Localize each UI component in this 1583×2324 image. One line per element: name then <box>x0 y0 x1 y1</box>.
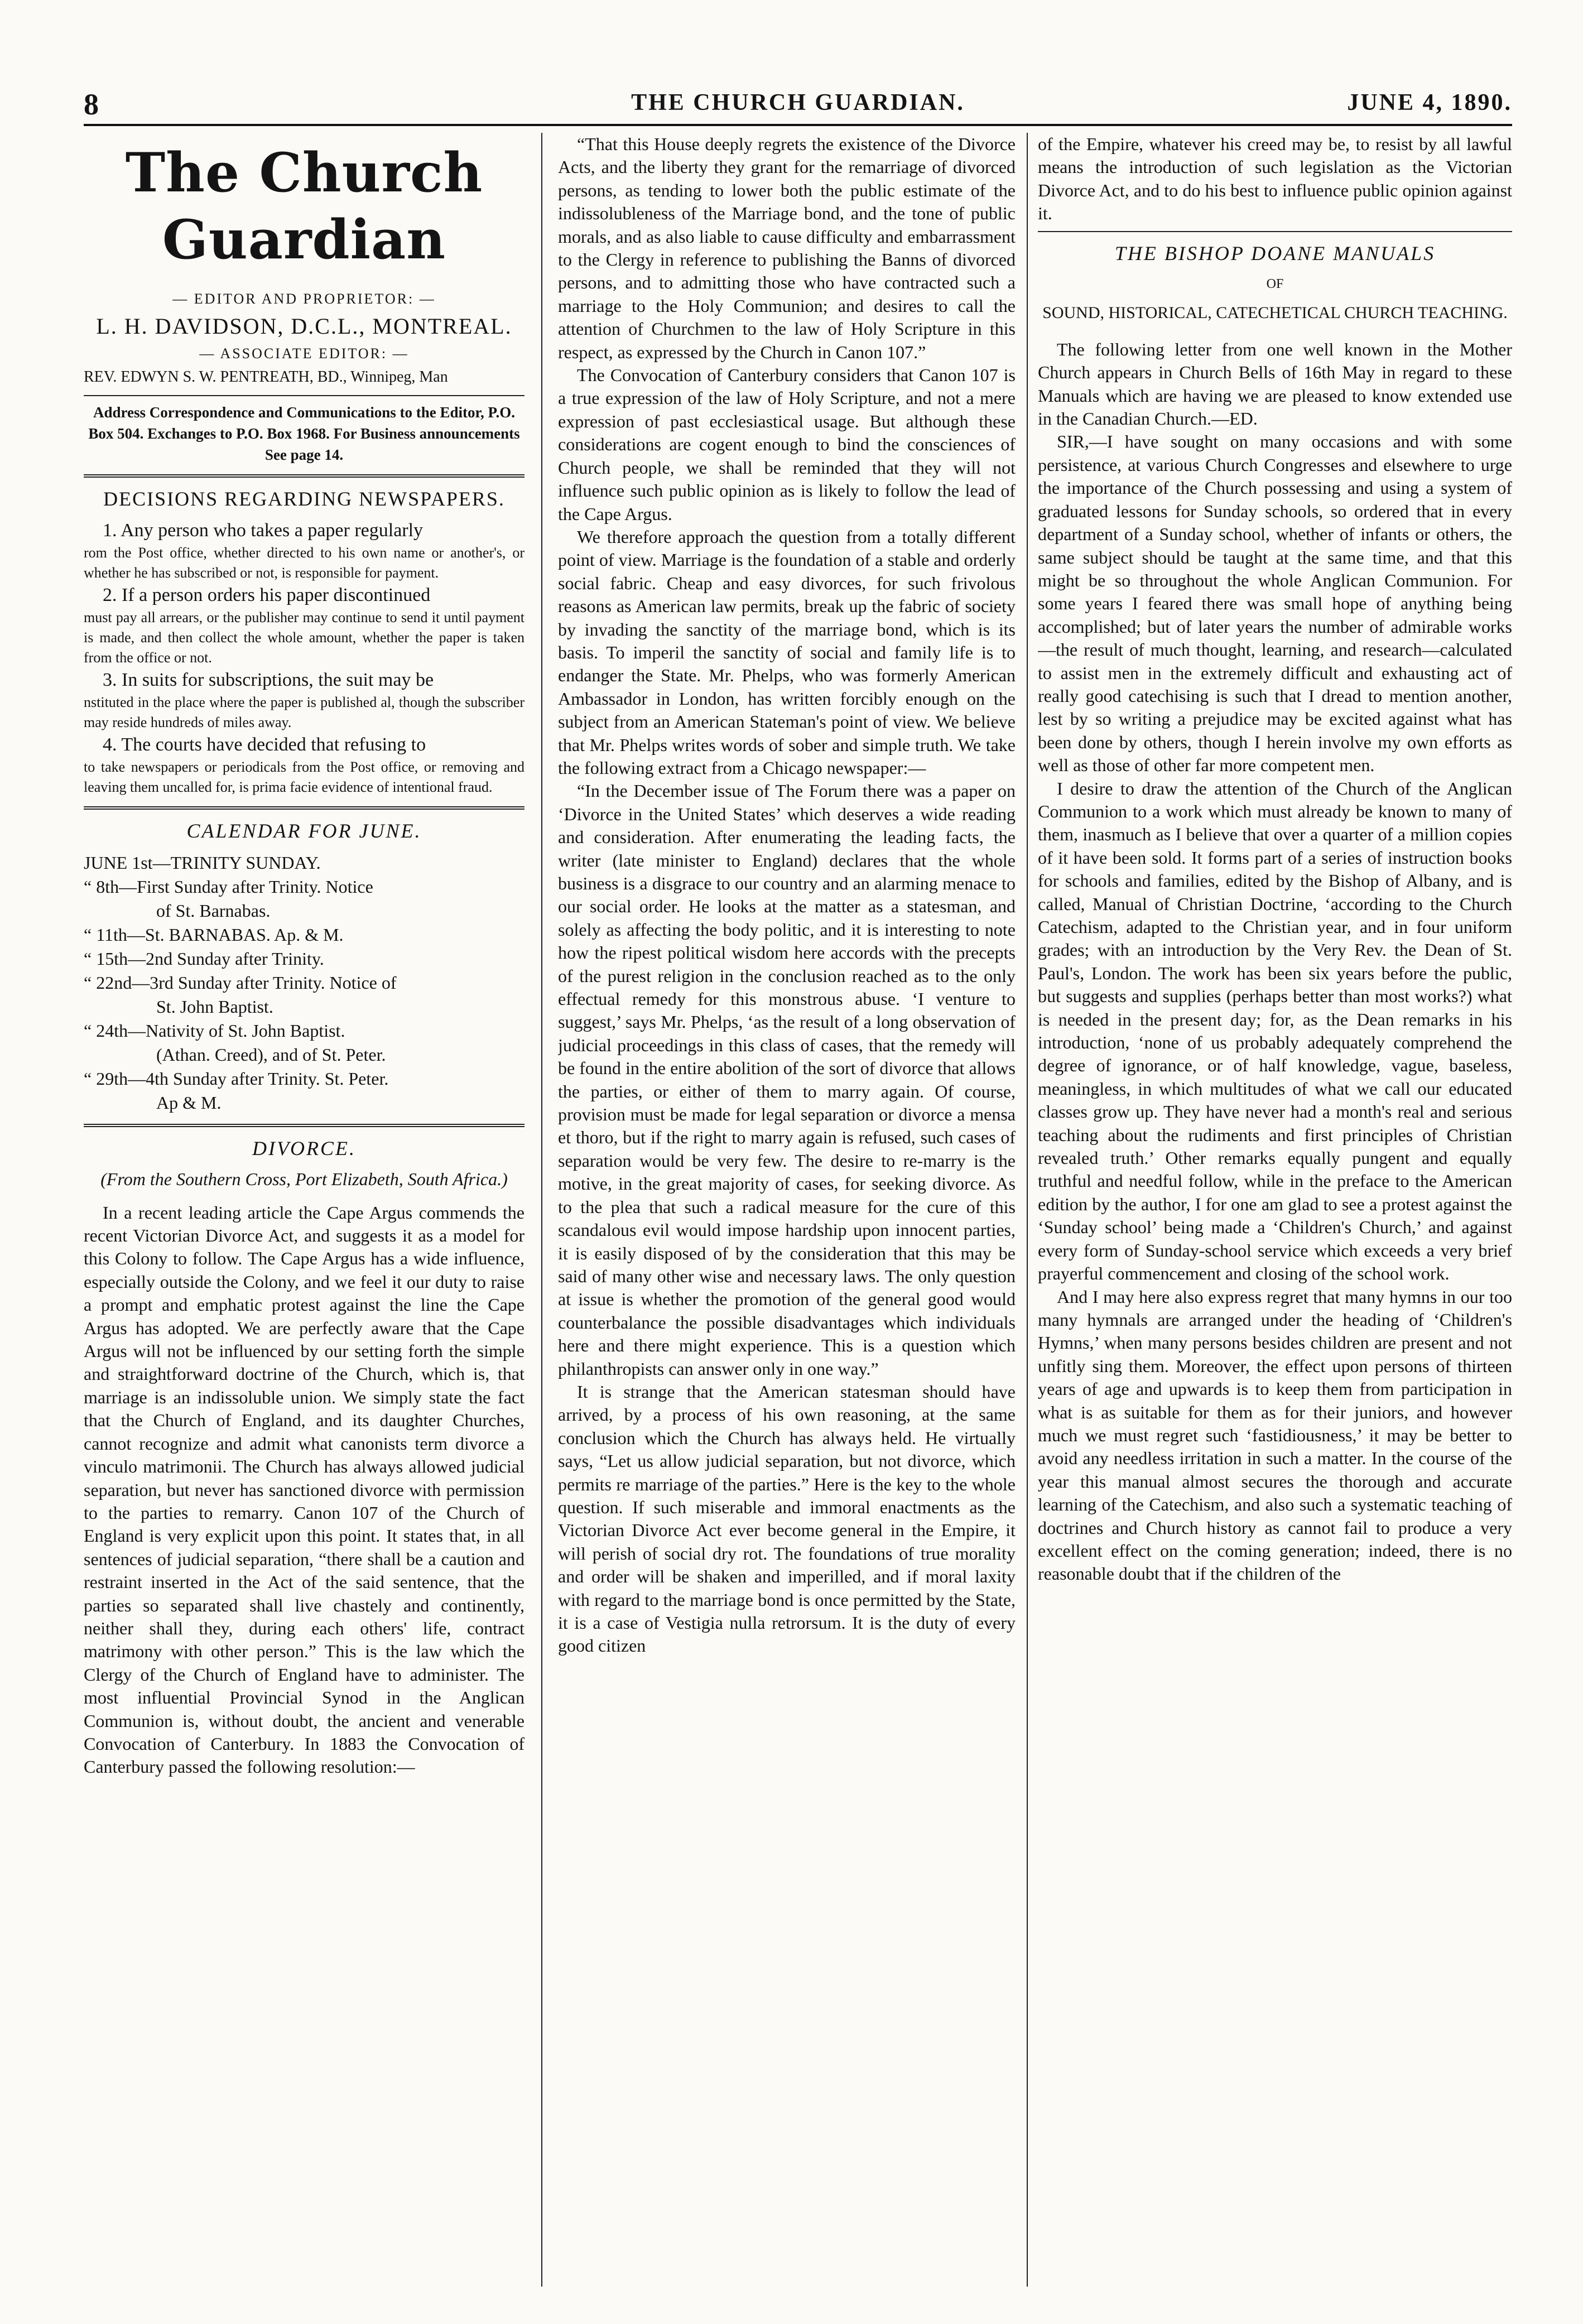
associate-editor-label: — ASSOCIATE EDITOR: — <box>199 345 409 362</box>
calendar-line: “ 22nd—3rd Sunday after Trinity. Notice of <box>84 972 397 993</box>
page-number: 8 <box>84 88 100 121</box>
calendar-line: of St. Barnabas. <box>156 900 271 921</box>
article-paragraph: SIR,—I have sought on many occasions and with some persistence, at various Church Congresses and elsewhere to urge the importance of the Church possessing and using a system of graduated lessons for Sunday schools, so ordered that in every department of a Sunday school, whether of infants or others, the same subject should be taught at the same time, and that this might be so throughout the whole Anglican Communion. For some years I feared there was small hope of anything being accomplished; but of later years the number of admirable works—the result of much thought, learning, and research—calculated to assist men in the extremely difficult and exhausting act of really good catechising is such that I dread to mention another, lest by so writing a prejudice may be excited against what has been done by others, though I herein involve my own efforts as well as those of other far more competent men. <box>1038 431 1512 776</box>
decisions-list <box>84 518 525 797</box>
article-paragraph: “In the December issue of The Forum there was a paper on ‘Divorce in the United States’ which deserves a wide reading and consideration. After enumerating the leading facts, the writer (late minister to England) declares that the whole business is a disgrace to our country and an alarming menace to our social order. He looks at the matter as a statesman, and solely as affecting the body politic, and it is interesting to note how the ripest political wisdom here accords with the precepts of the purest religion in the conclusion reached as to the only effectual remedy for this monstrous abuse. ‘I venture to suggest,’ says Mr. Phelps, ‘as the result of a long observation of judicial proceedings in this class of cases, that the remedy will be found in the entire abolition of the sort of divorce that allows the parties, or either of them to marry again. Of course, provision must be made for legal separation or divorce a mensa et thoro, but if the right to marry again is refused, such cases of separation would be very few. The desire to re-marry is the motive, in the great majority of cases, for seeking divorce. As to the plea that such a radical measure for the cure of this scandalous evil would impose hardship upon innocent parties, it is easily disposed of by the consideration that this may be said of many other wise and necessary laws. The only question at issue is whether the promotion of the general good would counterbalance the possible disadvantages which individuals here and there might experience. This is a question which philanthropists can answer only in one way.” <box>558 781 1016 1379</box>
column-rule-1 <box>541 133 542 2287</box>
decision-lead: 1. Any person who takes a paper regularly <box>103 520 424 541</box>
article-paragraph: I desire to draw the attention of the Church of the Anglican Communion to a work which must already be known to many of them, inasmuch as I believe that over a quarter of a million copies of it have been sold. It forms part of a series of instruction books for schools and families, edited by the Bishop of Albany, and is called, Manual of Christian Doctrine, ‘according to the Church Catechism, adapted to the Christian year, and in four uniform grades; with an introduction by the Very Rev. the Dean of St. Paul's, London. The work has been six years before the public, but suggests and supplies (perhaps better than most works?) what is needed in the present day; for, as the Dean remarks in his introduction, ‘none of us probably adequately comprehend the degree of ignorance, or of half knowledge, vague, baseless, meaningless, in which multitudes of what we call our educated classes grow up. They have never had a month's real and serious teaching about the rudiments and first principles of Christian revealed truth.’ Other remarks equally pungent and equally truthful and needful follow, while in the preface to the American edition by the author, I for one am glad to see a protest against the ‘Sunday school’ being made a ‘Children's Church,’ and against every form of Sunday-school service which exceeds a very brief prayerful commencement and closing of the school work. <box>1038 778 1512 1284</box>
calendar-line: (Athan. Creed), and of St. Peter. <box>156 1044 386 1065</box>
column-3 <box>1038 133 1512 2287</box>
divorce-source: (From the Southern Cross, Port Elizabeth, South Africa.) <box>100 1169 508 1190</box>
header-rule <box>84 124 1512 126</box>
calendar-line: “ 24th—Nativity of St. John Baptist. <box>84 1020 345 1041</box>
calendar-line: “ 8th—First Sunday after Trinity. Notice <box>84 876 373 897</box>
column-rule-2 <box>1027 133 1028 2287</box>
decision-lead: 2. If a person orders his paper discontinued <box>103 585 431 606</box>
divorce-heading: DIVORCE. <box>252 1137 356 1159</box>
calendar-line: “ 29th—4th Sunday after Trinity. St. Peter. <box>84 1068 389 1089</box>
column-2 <box>558 133 1016 2287</box>
decision-text: nstituted in the place where the paper is published al, though the subscriber may reside hundreds of miles away. <box>84 694 525 731</box>
decision-lead: 4. The courts have decided that refusing to <box>103 734 426 756</box>
calendar-line: St. John Baptist. <box>156 996 273 1017</box>
decisions-heading: DECISIONS REGARDING NEWSPAPERS. <box>103 488 505 510</box>
calendar-line: “ 15th—2nd Sunday after Trinity. <box>84 948 324 969</box>
calendar-list <box>84 851 525 1115</box>
article-paragraph: of the Empire, whatever his creed may be, to resist by all lawful means the introduction of such legislation as the Victorian Divorce Act, and to do his best to influence public opinion against it. <box>1038 134 1512 224</box>
manuals-heading: THE BISHOP DOANE MANUALS <box>1114 242 1436 264</box>
decision-lead: 3. In suits for subscriptions, the suit may be <box>103 670 434 691</box>
article-paragraph: We therefore approach the question from a totally different point of view. Marriage is the foundation of a stable and orderly social fabric. Cheap and easy divorces, for such frivolous reasons as American law permits, break up the fabric of society by invading the sanctity of the marriage bond, which is its basis. To imperil the sanctity of social and family life is to endanger the State. Mr. Phelps, who was formerly American Ambassador in London, has written forcibly enough on the subject from an American Stateman's point of view. We believe that Mr. Phelps writes words of sober and simple truth. We take the following extract from a Chicago newspaper:— <box>558 526 1016 778</box>
address-notice: Address Correspondence and Communications to the Editor, P.O. Box 504. Exchanges to P.O. Box 1968. For Business announcements See page 14. <box>88 404 520 463</box>
article-paragraph: In a recent leading article the Cape Argus commends the recent Victorian Divorce Act, and suggests it as a model for this Colony to follow. The Cape Argus has a wide influence, especially outside the Colony, and we feel it our duty to raise a prompt and emphatic protest against the line the Cape Argus has adopted. We are perfectly aware that the Cape Argus will not be influenced by our setting forth the simple and straightforward doctrine of the Church, which is, that marriage is an indissoluble union. We simply state the fact that the Church of England, and its daughter Churches, cannot recognize and admit what canonists term divorce a vinculo matrimonii. The Church has always allowed judicial separation, but never has sanctioned divorce with permission to the parties to remarry. Canon 107 of the Church of England is very explicit upon this point. It states that, in all sentences of judicial separation, “there shall be a caution and restraint inserted in the Act of the said sentence, that the parties so separated shall live chastely and continently, neither shall they, during each others' life, contract matrimony with other person.” This is the law which the Clergy of the Church of England have to administer. The most influential Provincial Synod in the Anglican Communion is, without doubt, the ancient and venerable Convocation of Canterbury. In 1883 the Convocation of Canterbury passed the following resolution:— <box>84 1202 525 1777</box>
article-paragraph: The following letter from one well known in the Mother Church appears in Church Bells of 16th May in regard to these Manuals which are having we are pleased to know extended use in the Canadian Church.—ED. <box>1038 339 1512 429</box>
article-paragraph: “That this House deeply regrets the existence of the Divorce Acts, and the liberty they grant for the remarriage of divorced persons, as tending to lower both the public estimate of the indissolubleness of the Marriage bond, and the tone of public morals, and as also liable to cause difficulty and embarrassment to the Clergy in reference to publishing the Banns of divorced persons, and to admitting those who have contracted such a marriage to the Holy Communion; and desires to call the attention of Churchmen to the law of Holy Scripture in this respect, as expressed by the Church in Canon 107.” <box>558 134 1016 362</box>
newspaper-running-title: THE CHURCH GUARDIAN. <box>631 90 965 116</box>
double-rule <box>84 1124 525 1127</box>
decision-text: rom the Post office, whether directed to his own name or another's, or whether he has subscribed or not, is responsible for payment. <box>84 545 525 581</box>
article-paragraph: The Convocation of Canterbury considers that Canon 107 is a true expression of the law of Holy Scripture, and not a mere expression of past ecclesiastical usage. But although these considerations are cogent enough to bind the consciences of Church people, we shall be reminded that they will not influence such public opinion as is likely to follow the lead of the Cape Argus. <box>558 365 1016 524</box>
manuals-subheading: SOUND, HISTORICAL, CATECHETICAL CHURCH TEACHING. <box>1042 304 1508 323</box>
decision-text: must pay all arrears, or the publisher may continue to send it until payment is made, and then collect the whole amount, whether the paper is taken from the office or not. <box>84 609 525 666</box>
editor-label: — EDITOR AND PROPRIETOR: — <box>172 291 436 307</box>
double-rule <box>84 806 525 810</box>
editor-name: L. H. DAVIDSON, D.C.L., MONTREAL. <box>96 314 512 339</box>
rule <box>1038 231 1512 232</box>
calendar-line: JUNE 1st—TRINITY SUNDAY. <box>84 852 321 873</box>
decision-text: to take newspapers or periodicals from the Post office, or removing and leaving them uncalled for, is prima facie evidence of intentional fraud. <box>84 759 525 796</box>
rule <box>84 395 525 396</box>
manuals-of: OF <box>1266 277 1284 292</box>
masthead: The Church Guardian <box>125 141 483 271</box>
column-1 <box>84 133 525 2287</box>
issue-date: JUNE 4, 1890. <box>1347 90 1512 116</box>
running-head <box>84 83 1512 122</box>
associate-editor-name: REV. EDWYN S. W. PENTREATH, BD., Winnipeg, Man <box>84 368 448 386</box>
article-paragraph: It is strange that the American statesman should have arrived, by a process of his own reasoning, at the same conclusion which the Church has always held. He virtually says, “Let us allow judicial separation, but not divorce, which permits re marriage of the parties.” Here is the key to the whole question. If such miserable and immoral enactments as the Victorian Divorce Act ever become general in the Empire, it will perish of social dry rot. The foundations of true morality and order will be shaken and imperilled, and if moral laxity with regard to the marriage bond is once permitted by the State, it is a case of Vestigia nulla retrorsum. It is the duty of every good citizen <box>558 1381 1016 1656</box>
article-paragraph: And I may here also express regret that many hymns in our too many hymnals are arranged under the heading of ‘Children's Hymns,’ when many persons besides children are present and not unfitly sing them. Moreover, the effect upon persons of thirteen years of age and upwards is to keep them from participation in what is as suitable for them as for their juniors, and however much we must regret such ‘fastidiousness,’ it may be better to avoid any needless irritation in such a matter. In the course of the year this manual almost secures the thorough and accurate learning of the Catechism, and also such a systematic teaching of doctrines and Church history as cannot fail to produce a very excellent effect on the coming generation; indeed, there is no reasonable doubt that if the children of the <box>1038 1286 1512 1584</box>
double-rule <box>84 474 525 478</box>
calendar-line: Ap & M. <box>156 1092 222 1113</box>
calendar-heading: CALENDAR FOR JUNE. <box>186 820 422 843</box>
calendar-line: “ 11th—St. BARNABAS. Ap. & M. <box>84 924 344 945</box>
